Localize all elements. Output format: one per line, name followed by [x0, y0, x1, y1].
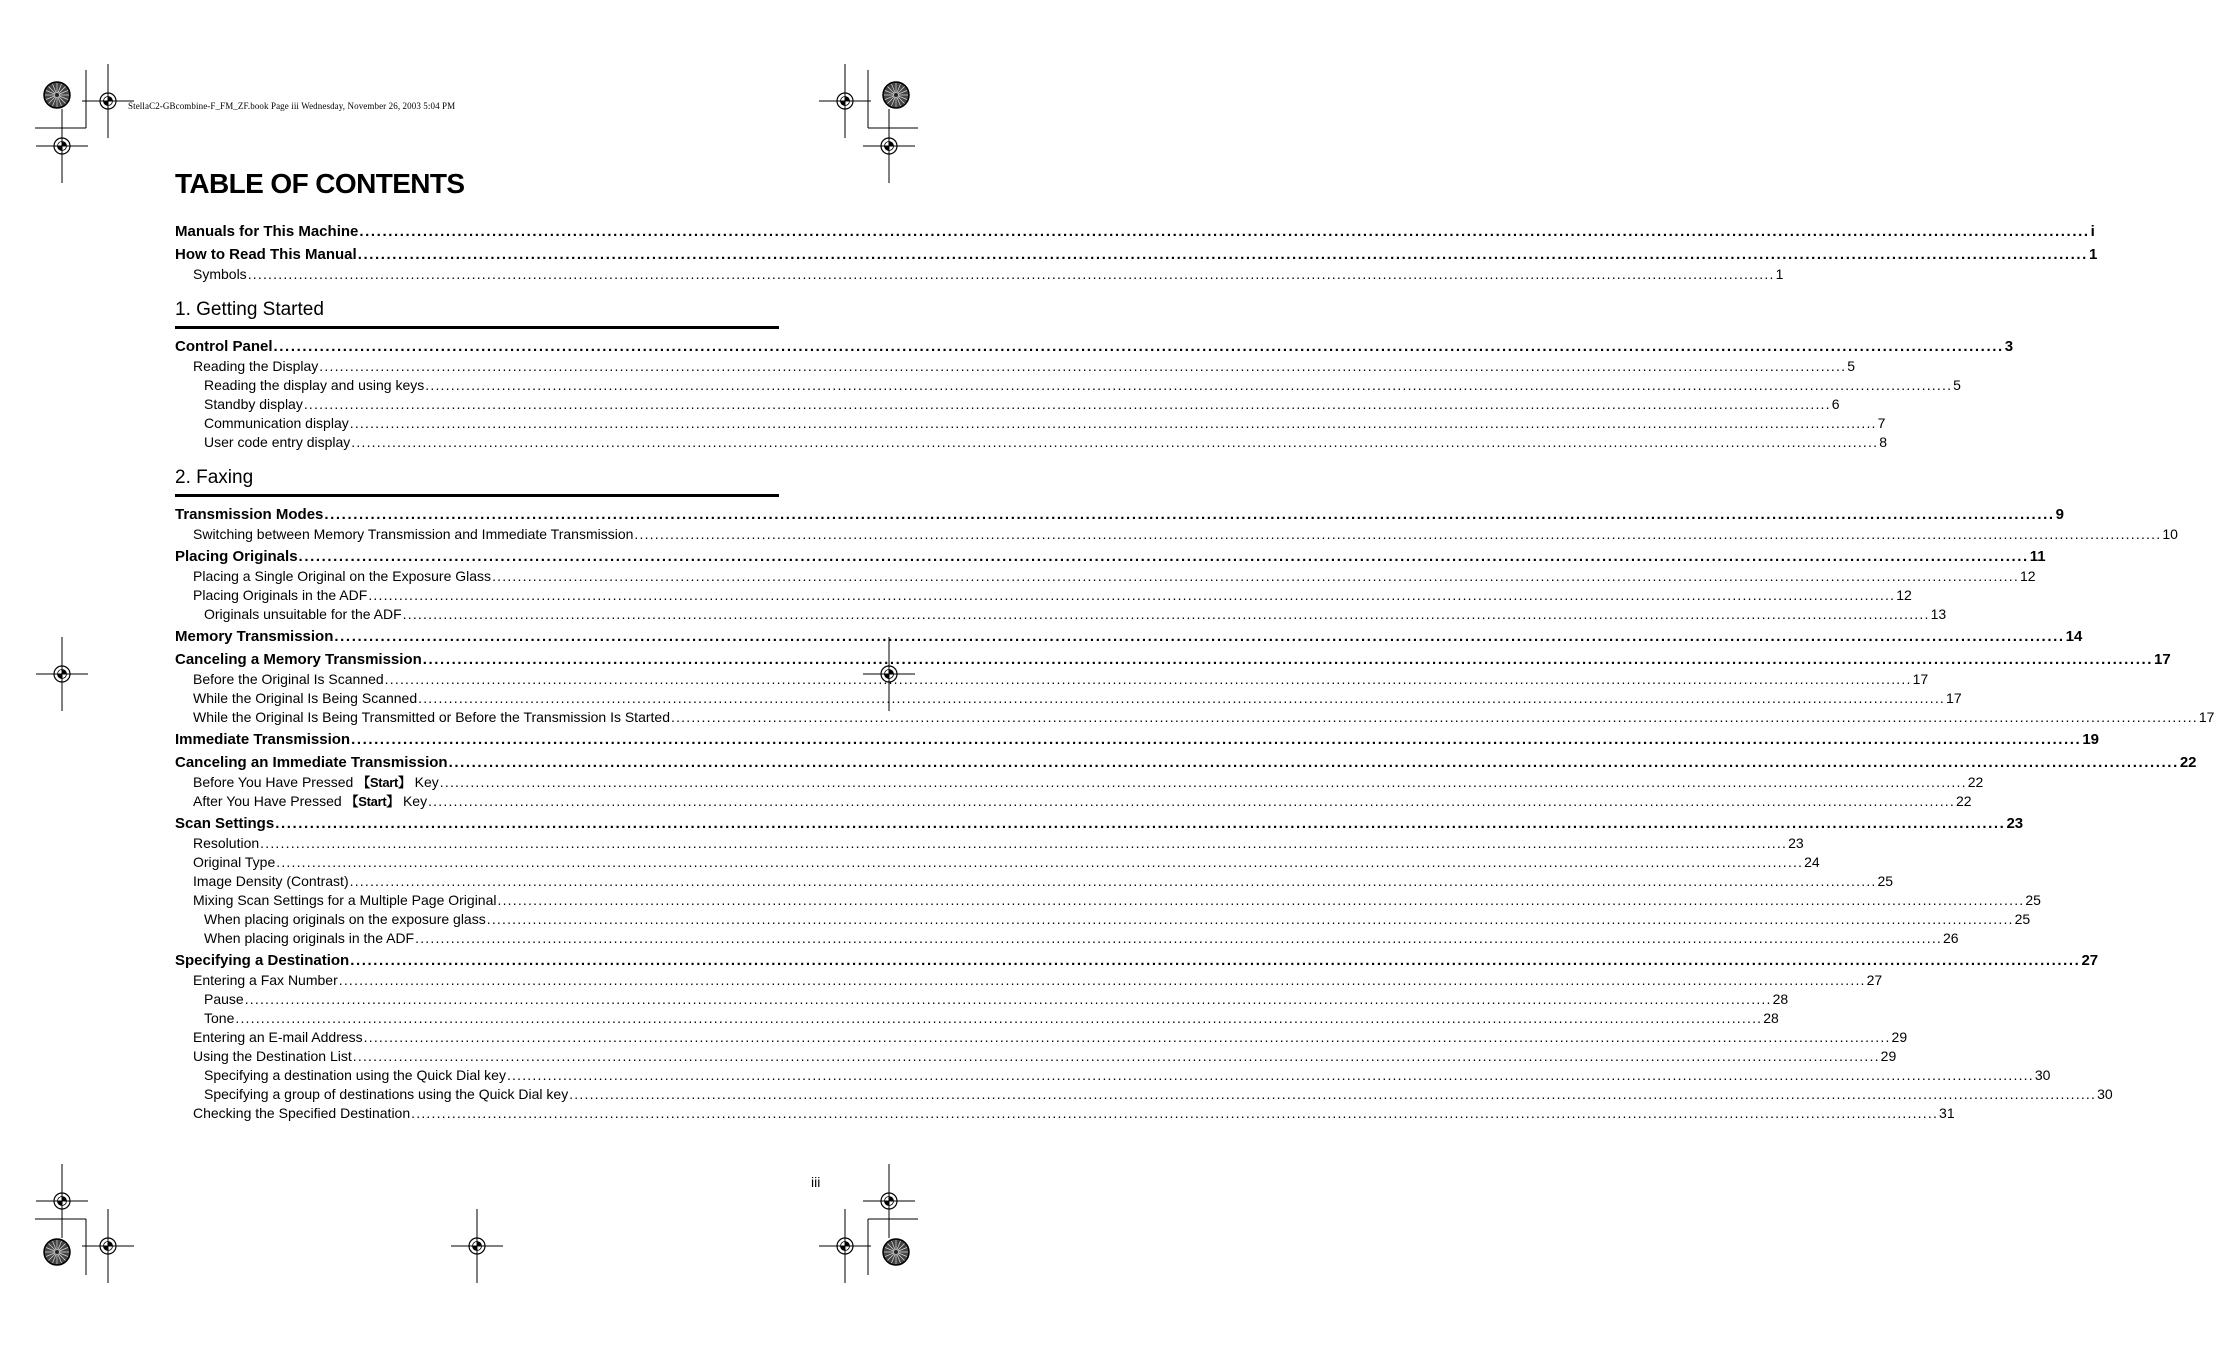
toc-entry-text: Specifying a group of destinations using the Quick Dial key: [204, 1086, 569, 1102]
toc-page-number: 30: [2034, 1067, 2051, 1083]
toc-page-number: 14: [2065, 628, 2083, 645]
toc-entry-text: Original Type: [193, 854, 276, 870]
dot-leader: ............................................................................................................................................................................................................................................................................................................: [411, 1105, 1939, 1121]
toc-entry[interactable]: [175, 605, 1947, 624]
toc-page-number: 17: [1946, 690, 1962, 706]
toc-page-number: 12: [2019, 568, 2036, 584]
toc-entry-label: [204, 1009, 234, 1028]
color-bar-icon: [44, 82, 70, 108]
toc-page-number: 22: [2179, 754, 2197, 771]
toc-entry-label: [193, 853, 275, 872]
table-of-contents: [175, 219, 2214, 1123]
toc-page-number: 29: [1880, 1048, 1897, 1064]
toc-entry-label: [193, 1104, 410, 1123]
dot-leader: ............................................................................................................................................................................................................................................................................................................: [349, 873, 1877, 889]
toc-entry-label: [175, 729, 350, 750]
toc-entry-text: Specifying a Destination: [175, 952, 350, 969]
toc-entry[interactable]: [175, 221, 2095, 242]
toc-entry-text: Checking the Specified Destination: [193, 1105, 411, 1121]
toc-entry-text: While the Original Is Being Scanned: [193, 690, 418, 706]
toc-entry[interactable]: [175, 433, 1887, 452]
toc-entry[interactable]: [175, 872, 1894, 891]
toc-page-number: 25: [1877, 873, 1894, 889]
crosshair-icon: [36, 1164, 88, 1238]
toc-page-number: 5: [1847, 358, 1855, 374]
toc-entry-text: Before You Have Pressed: [193, 774, 358, 790]
toc-entry-label: [204, 910, 486, 929]
toc-entry-text: Symbols: [193, 266, 247, 282]
toc-entry-text: Mixing Scan Settings for a Multiple Page Original: [193, 892, 497, 908]
toc-entry[interactable]: [175, 1047, 1897, 1066]
toc-entry[interactable]: [175, 244, 2098, 265]
toc-page-number: 28: [1763, 1010, 1779, 1026]
toc-page-number: 1: [1775, 266, 1784, 282]
dot-leader: ............................................................................................................................................................................................................................................................................................................: [324, 506, 2055, 523]
toc-entry-label: [193, 1028, 363, 1047]
toc-entry-label: [193, 1047, 352, 1066]
color-bar-icon: [883, 1239, 909, 1265]
toc-entry-label: [204, 414, 349, 433]
toc-entry[interactable]: [175, 950, 2099, 971]
page-number: iii: [811, 1174, 821, 1190]
toc-entry-text: Pause: [204, 991, 244, 1007]
dot-leader: ............................................................................................................................................................................................................................................................................................................: [368, 587, 1896, 603]
toc-page-number: 11: [2029, 548, 2046, 565]
toc-entry-label: [204, 433, 350, 452]
toc-entry-text: Entering an E-mail Address: [193, 1029, 363, 1045]
dot-leader: ............................................................................................................................................................................................................................................................................................................: [298, 548, 2029, 565]
toc-entry-label: [175, 752, 448, 773]
toc-entry-label: [204, 990, 244, 1009]
crosshair-icon: [863, 109, 915, 183]
toc-entry[interactable]: [175, 929, 1959, 948]
dot-leader: ............................................................................................................................................................................................................................................................................................................: [363, 1029, 1891, 1045]
dot-leader: ............................................................................................................................................................................................................................................................................................................: [276, 854, 1804, 870]
dot-leader: ............................................................................................................................................................................................................................................................................................................: [338, 972, 1866, 988]
toc-entry[interactable]: [175, 414, 1886, 433]
toc-entry-label: [193, 689, 417, 708]
color-bar-icon: [883, 82, 909, 108]
toc-page-number: 25: [2025, 892, 2041, 908]
toc-entry-text: After You Have Pressed: [193, 793, 346, 809]
dot-leader: ............................................................................................................................................................................................................................................................................................................: [275, 815, 2006, 832]
toc-entry-label: [204, 1085, 568, 1104]
toc-entry-text: Canceling a Memory Transmission: [175, 651, 422, 668]
toc-page-number: 13: [1930, 606, 1947, 622]
toc-entry[interactable]: [175, 1066, 2051, 1085]
toc-page-number: 17: [2154, 651, 2171, 668]
toc-page-number: 1: [2088, 246, 2098, 263]
dot-leader: ............................................................................................................................................................................................................................................................................................................: [402, 606, 1930, 622]
toc-entry-label: [193, 872, 349, 891]
crosshair-icon: [451, 1209, 503, 1283]
toc-entry-text: Communication display: [204, 415, 349, 431]
toc-entry[interactable]: [175, 990, 1789, 1009]
dot-leader: ............................................................................................................................................................................................................................................................................................................: [273, 338, 2004, 355]
toc-entry-text: Entering a Fax Number: [193, 972, 338, 988]
toc-entry-text: Resolution: [193, 835, 260, 851]
toc-page-number: 5: [1953, 377, 1961, 393]
crosshair-icon: [819, 1209, 871, 1283]
toc-entry[interactable]: [175, 752, 2197, 773]
toc-entry[interactable]: [175, 813, 2024, 834]
dot-leader: ............................................................................................................................................................................................................................................................................................................: [235, 1010, 1763, 1026]
toc-entry-text: Reading the Display: [193, 358, 319, 374]
dot-leader: ............................................................................................................................................................................................................................................................................................................: [303, 396, 1831, 412]
toc-page-number: 17: [2198, 709, 2214, 725]
dot-leader: ............................................................................................................................................................................................................................................................................................................: [260, 835, 1788, 851]
toc-entry[interactable]: [175, 1085, 2113, 1104]
toc-page-number: 17: [1912, 671, 1929, 687]
dot-leader: ............................................................................................................................................................................................................................................................................................................: [247, 266, 1775, 282]
dot-leader: ............................................................................................................................................................................................................................................................................................................: [384, 671, 1912, 687]
toc-entry-label: [175, 244, 357, 265]
toc-entry-label: [193, 834, 259, 853]
toc-entry-text: Scan Settings: [175, 815, 275, 832]
dot-leader: ............................................................................................................................................................................................................................................................................................................: [486, 911, 2014, 927]
toc-entry[interactable]: [175, 670, 1929, 689]
toc-entry-label: [175, 649, 422, 670]
toc-entry-label: [193, 891, 496, 910]
dot-leader: ............................................................................................................................................................................................................................................................................................................: [351, 731, 2082, 748]
toc-entry[interactable]: [175, 626, 2083, 647]
toc-entry-text: While the Original Is Being Transmitted or Before the Transmission Is Started: [193, 709, 670, 725]
toc-entry-label: [193, 792, 427, 811]
dot-leader: ............................................................................................................................................................................................................................................................................................................: [422, 651, 2153, 668]
toc-entry-text: When placing originals on the exposure glass: [204, 911, 486, 927]
page-title: TABLE OF CONTENTS: [175, 168, 465, 199]
toc-page-number: 12: [1896, 587, 1912, 603]
toc-entry[interactable]: [175, 1009, 1779, 1028]
toc-entry[interactable]: [175, 910, 2031, 929]
toc-entry[interactable]: [175, 546, 2046, 567]
dot-leader: ............................................................................................................................................................................................................................................................................................................: [497, 892, 2025, 908]
dot-leader: ............................................................................................................................................................................................................................................................................................................: [350, 952, 2081, 969]
toc-entry-text: Using the Destination List: [193, 1048, 352, 1064]
dot-leader: ............................................................................................................................................................................................................................................................................................................: [244, 991, 1772, 1007]
toc-entry[interactable]: [175, 792, 1972, 811]
toc-entry-text: Specifying a destination using the Quick Dial key: [204, 1067, 506, 1083]
dot-leader: ............................................................................................................................................................................................................................................................................................................: [334, 628, 2065, 645]
toc-entry-text: Transmission Modes: [175, 506, 324, 523]
toc-page-number: 10: [2162, 526, 2178, 542]
toc-entry[interactable]: [175, 1028, 1908, 1047]
toc-page-number: 6: [1831, 396, 1840, 412]
toc-entry-label: [175, 950, 349, 971]
toc-entry[interactable]: [175, 567, 2036, 586]
toc-entry-text: Standby display: [204, 396, 303, 412]
toc-page-number: 9: [2055, 506, 2064, 523]
toc-entry[interactable]: [175, 853, 1820, 872]
toc-entry-text: Control Panel: [175, 338, 273, 355]
dot-leader: ............................................................................................................................................................................................................................................................................................................: [425, 377, 1953, 393]
toc-page-number: 23: [1788, 835, 1804, 851]
toc-entry-label: [193, 357, 318, 376]
toc-entry-label: [175, 546, 298, 567]
toc-entry-label: [175, 336, 273, 357]
toc-page-number: 31: [1939, 1105, 1955, 1121]
crosshair-icon: [819, 64, 871, 138]
toc-entry-text: User code entry display: [204, 434, 351, 450]
toc-entry-label: [175, 221, 358, 242]
toc-entry-label: [193, 971, 338, 990]
dot-leader: ............................................................................................................................................................................................................................................................................................................: [506, 1067, 2034, 1083]
toc-entry[interactable]: [175, 336, 2014, 357]
toc-page-number: 27: [1866, 972, 1883, 988]
dot-leader: ............................................................................................................................................................................................................................................................................................................: [492, 568, 2019, 584]
toc-entry[interactable]: [175, 834, 1804, 853]
toc-entry-label: [193, 586, 367, 605]
toc-page-number: 22: [1956, 793, 1972, 809]
dot-leader: ............................................................................................................................................................................................................................................................................................................: [357, 246, 2088, 263]
toc-entry[interactable]: [175, 376, 1961, 395]
dot-leader: ............................................................................................................................................................................................................................................................................................................: [569, 1086, 2097, 1102]
file-header: StellaC2-GBcombine-F_FM_ZF.book Page iii Wednesday, November 26, 2003 5:04 PM: [128, 101, 456, 111]
dot-leader: ............................................................................................................................................................................................................................................................................................................: [319, 358, 1847, 374]
dot-leader: ............................................................................................................................................................................................................................................................................................................: [418, 690, 1946, 706]
toc-page-number: 30: [2097, 1086, 2113, 1102]
toc-entry[interactable]: [175, 891, 2041, 910]
toc-page-number: 8: [1879, 434, 1887, 450]
toc-page-number: 24: [1804, 854, 1820, 870]
toc-entry-label: [193, 525, 633, 544]
toc-entry-text: Image Density (Contrast): [193, 873, 349, 889]
toc-entry-label: [204, 929, 414, 948]
crosshair-icon: [82, 1209, 134, 1283]
toc-entry[interactable]: [175, 586, 1912, 605]
toc-entry-label: [204, 376, 424, 395]
toc-entry-text: Reading the display and using keys: [204, 377, 425, 393]
crosshair-icon: [863, 1164, 915, 1238]
toc-entry-text: Placing Originals: [175, 548, 298, 565]
toc-entry[interactable]: [175, 395, 1840, 414]
toc-page-number: 7: [1877, 415, 1886, 431]
toc-entry-text: Switching between Memory Transmission and Immediate Transmission: [193, 526, 634, 542]
toc-entry-label: [175, 813, 274, 834]
toc-entry-text: Memory Transmission: [175, 628, 334, 645]
toc-entry-text: Before the Original Is Scanned: [193, 671, 384, 687]
toc-entry-label: [193, 708, 670, 727]
toc-entry-text: When placing originals in the ADF: [204, 930, 415, 946]
toc-entry[interactable]: [175, 689, 1962, 708]
toc-page-number: 29: [1891, 1029, 1908, 1045]
toc-entry[interactable]: [175, 729, 2100, 750]
toc-entry-label: [193, 265, 247, 284]
dot-leader: ............................................................................................................................................................................................................................................................................................................: [634, 526, 2162, 542]
toc-entry[interactable]: [175, 971, 1883, 990]
toc-page-number: 23: [2006, 815, 2024, 832]
dot-leader: ............................................................................................................................................................................................................................................................................................................: [351, 434, 1879, 450]
toc-entry-text: Placing a Single Original on the Exposure Glass: [193, 568, 492, 584]
toc-entry-label: [193, 567, 491, 586]
toc-page-number: 22: [1967, 774, 1984, 790]
toc-entry-label: [204, 395, 303, 414]
toc-entry-label: [193, 670, 384, 689]
key-name: 【Start】: [357, 775, 411, 790]
chapter-heading: 1. Getting Started: [175, 296, 779, 329]
toc-entry-text: Manuals for This Machine: [175, 223, 359, 240]
color-bar-icon: [44, 1239, 70, 1265]
toc-page-number: 19: [2082, 731, 2100, 748]
toc-entry-label: [204, 605, 402, 624]
chapter-heading: 2. Faxing: [175, 464, 779, 497]
dot-leader: ............................................................................................................................................................................................................................................................................................................: [439, 774, 1967, 790]
toc-page-number: 27: [2081, 952, 2099, 969]
toc-page-number: 26: [1943, 930, 1959, 946]
toc-entry-label: [204, 1066, 506, 1085]
toc-page-number: 3: [2004, 338, 2014, 355]
toc-page-number: 25: [2014, 911, 2031, 927]
dot-leader: ............................................................................................................................................................................................................................................................................................................: [349, 415, 1877, 431]
toc-entry-text: Immediate Transmission: [175, 731, 351, 748]
toc-entry-text: Originals unsuitable for the ADF: [204, 606, 402, 622]
toc-entry[interactable]: [175, 708, 2214, 727]
toc-entry-label: [193, 773, 439, 792]
crosshair-icon: [82, 64, 134, 138]
dot-leader: ............................................................................................................................................................................................................................................................................................................: [670, 709, 2198, 725]
key-name: 【Start】: [345, 794, 400, 809]
toc-entry-text: Canceling an Immediate Transmission: [175, 754, 448, 771]
toc-entry-label: [175, 504, 323, 525]
toc-entry[interactable]: [175, 1104, 1955, 1123]
toc-entry[interactable]: [175, 525, 2178, 544]
toc-entry-text: Key: [399, 793, 428, 809]
crosshair-icon: [36, 109, 88, 183]
toc-entry-text: Key: [410, 774, 439, 790]
toc-page-number: 28: [1772, 991, 1789, 1007]
toc-entry[interactable]: [175, 504, 2064, 525]
toc-page-number: i: [2090, 223, 2095, 240]
crosshair-icon: [36, 637, 88, 711]
toc-entry[interactable]: [175, 265, 1784, 284]
toc-entry-text: Placing Originals in the ADF: [193, 587, 368, 603]
dot-leader: ............................................................................................................................................................................................................................................................................................................: [352, 1048, 1880, 1064]
toc-entry-label: [175, 626, 333, 647]
toc-entry[interactable]: [175, 357, 1855, 376]
toc-entry[interactable]: [175, 773, 1984, 792]
dot-leader: ............................................................................................................................................................................................................................................................................................................: [448, 754, 2179, 771]
dot-leader: ............................................................................................................................................................................................................................................................................................................: [428, 793, 1955, 809]
dot-leader: ............................................................................................................................................................................................................................................................................................................: [359, 223, 2090, 240]
toc-entry[interactable]: [175, 649, 2171, 670]
toc-entry-text: How to Read This Manual: [175, 246, 357, 263]
toc-entry-text: Tone: [204, 1010, 235, 1026]
dot-leader: ............................................................................................................................................................................................................................................................................................................: [415, 930, 1943, 946]
